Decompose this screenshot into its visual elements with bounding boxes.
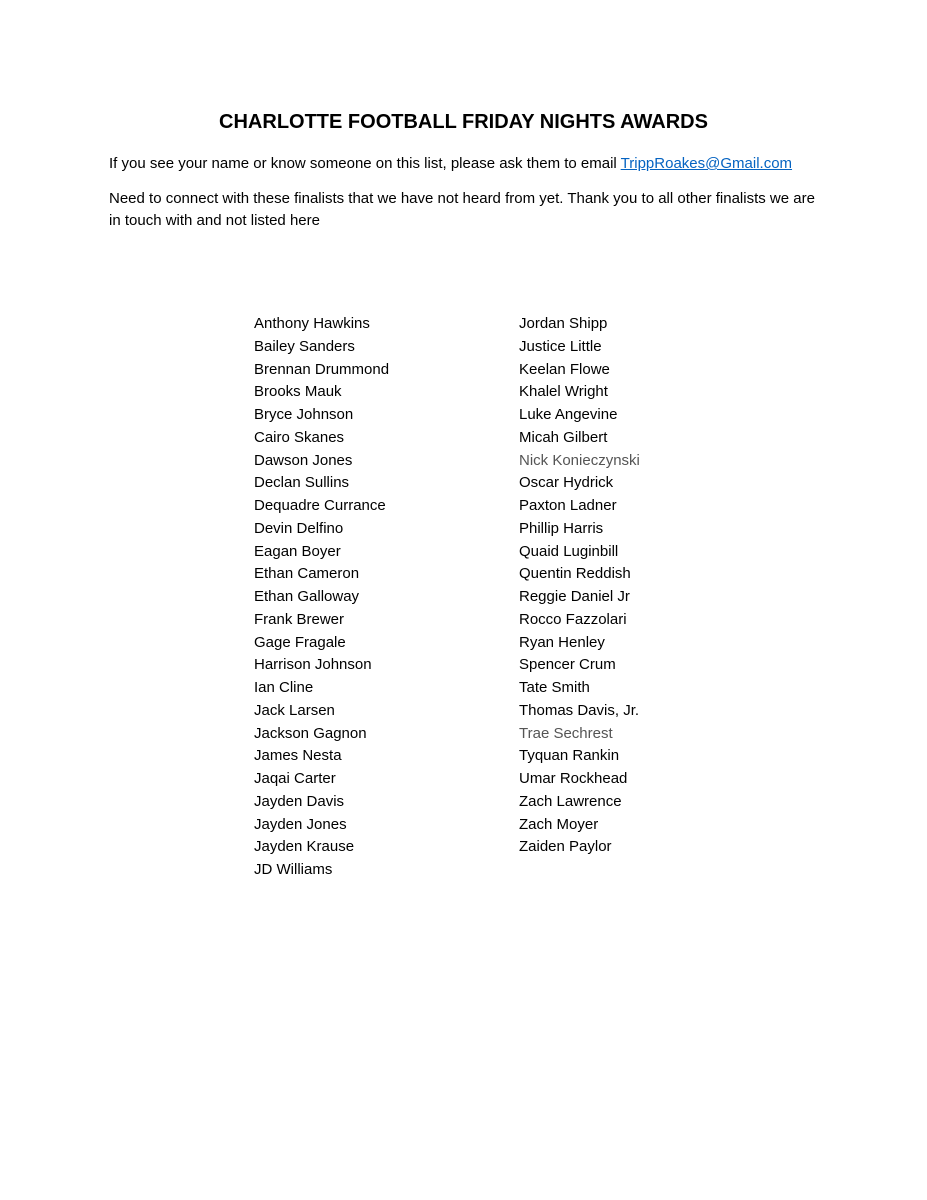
name-item: Phillip Harris [519,519,604,537]
name-item: Trae Sechrest [519,724,613,742]
name-item: Jordan Shipp [519,315,608,332]
name-item: Tate Smith [519,679,590,696]
name-item: Oscar Hydrick [519,474,614,492]
name-item: Paxton Ladner [519,497,617,514]
name-item: Justice Little [519,337,602,355]
name-item: Harrison Johnson [254,656,372,674]
names-list-left [254,313,389,882]
name-item: Keelan Flowe [519,360,610,378]
finalists-note: Need to connect with these finalists that we have not heard from yet. Thank you to all other finalists we are in touch with and not listed here [109,190,815,229]
name-item: Ryan Henley [519,633,605,651]
name-item: Eagan Boyer [254,542,341,560]
intro-text: If you see your name or know someone on this list, please ask them to email [109,155,621,172]
name-item: Ian Cline [254,679,314,696]
name-item: Nick Konieczynski [519,451,640,469]
name-item: Ethan Cameron [254,565,360,583]
name-item: Jayden Jones [254,815,347,833]
name-item: Rocco Fazzolari [519,610,627,628]
name-item: Jaqai Carter [254,770,336,787]
name-item: Jayden Davis [254,792,345,810]
name-item: Zach Lawrence [519,792,622,810]
intro-line [109,154,829,174]
names-list-right [519,313,640,859]
name-item: Dequadre Currance [254,497,386,514]
name-item: Dawson Jones [254,451,353,469]
name-item: Cairo Skanes [254,428,345,446]
name-item: Gage Fragale [254,633,346,651]
name-item: Brennan Drummond [254,360,390,378]
name-item: Quentin Reddish [519,565,631,583]
name-item: Anthony Hawkins [254,315,370,332]
email-link[interactable]: TrippRoakes@Gmail.com [620,155,793,172]
name-item: Thomas Davis, Jr. [519,701,640,719]
name-item: Spencer Crum [519,656,616,674]
page-title: CHARLOTTE FOOTBALL FRIDAY NIGHTS AWARDS [219,111,708,133]
name-item: Reggie Daniel Jr [519,588,630,605]
name-item: Umar Rockhead [519,770,628,787]
name-item: Jayden Krause [254,838,355,856]
name-item: Zach Moyer [519,815,599,833]
name-item: Tyquan Rankin [519,747,620,765]
name-item: Brooks Mauk [254,383,342,401]
name-item: Bailey Sanders [254,337,355,355]
name-item: Jack Larsen [254,701,335,719]
name-item: JD Williams [254,861,333,878]
name-item: Declan Sullins [254,474,350,492]
name-item: Jackson Gagnon [254,724,367,742]
name-item: Frank Brewer [254,610,345,628]
name-item: Quaid Luginbill [519,542,619,560]
name-item: Devin Delfino [254,519,344,537]
name-item: Ethan Galloway [254,588,360,605]
name-item: Micah Gilbert [519,428,608,446]
name-item: Luke Angevine [519,406,618,423]
name-item: Bryce Johnson [254,406,354,423]
name-item: Zaiden Paylor [519,838,612,856]
name-item: James Nesta [254,747,342,765]
name-item: Khalel Wright [519,383,608,401]
